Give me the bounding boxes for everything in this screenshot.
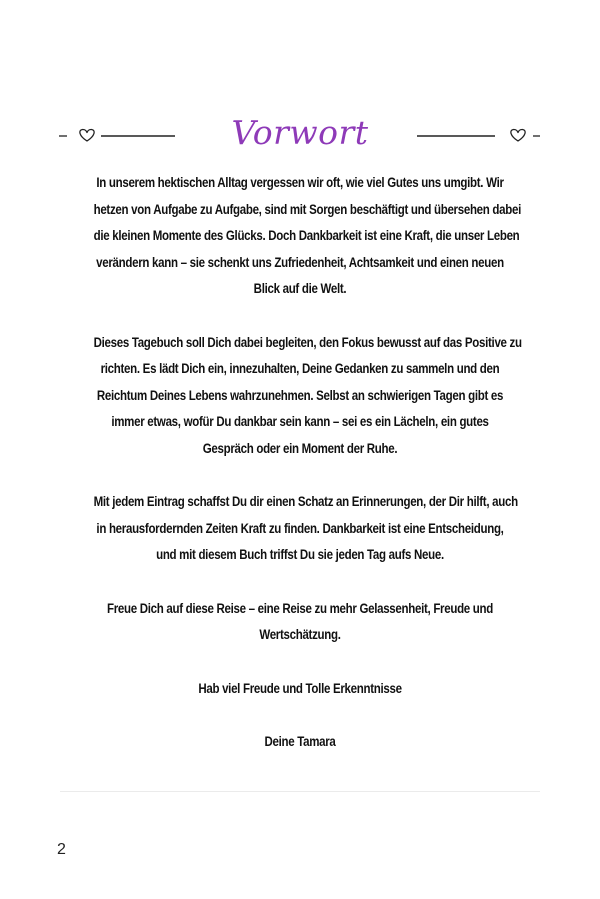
paragraph-line: Gespräch oder ein Moment der Ruhe. bbox=[202, 440, 398, 456]
paragraph-line: Blick auf die Welt. bbox=[253, 281, 347, 296]
paragraph-line: und mit diesem Buch triffst Du sie jeden Tag aufs Neue. bbox=[156, 547, 444, 562]
page-title: Vorwort bbox=[231, 113, 369, 152]
paragraph-line: Mit jedem Eintrag schaffst Du dir einen Schatz an Erinnerungen, der Dir hilft, auch bbox=[93, 494, 518, 509]
footer-divider bbox=[60, 791, 540, 792]
paragraph-line: in herausfordernden Zeiten Kraft zu finden. Dankbarkeit ist eine Entscheidung, bbox=[96, 520, 504, 536]
paragraph-line: richten. Es lädt Dich ein, innezuhalten, Deine Gedanken zu sammeln und den bbox=[100, 361, 500, 376]
paragraph-line: hetzen von Aufgabe zu Aufgabe, sind mit Sorgen beschäftigt und übersehen dabei bbox=[93, 201, 521, 217]
paragraph-line: verändern kann – sie schenkt uns Zufriedenheit, Achtsamkeit und einen neuen bbox=[96, 254, 504, 270]
foreword-paragraph bbox=[93, 330, 522, 463]
right-heart-ornament bbox=[417, 124, 542, 148]
foreword-paragraph bbox=[93, 170, 521, 303]
heart-icon bbox=[511, 129, 525, 141]
paragraph-line: Deine Tamara bbox=[264, 734, 336, 749]
foreword-paragraph bbox=[93, 489, 518, 569]
page-number: 2 bbox=[57, 841, 66, 858]
paragraph-line: Reichtum Deines Lebens wahrzunehmen. Selbst an schwierigen Tagen gibt es bbox=[96, 387, 504, 403]
foreword-paragraph bbox=[94, 676, 507, 703]
foreword-paragraph bbox=[94, 596, 507, 649]
chapter-header bbox=[0, 108, 600, 164]
paragraph-line: Hab viel Freude und Tolle Erkenntnisse bbox=[198, 680, 402, 696]
paragraph-line: Freue Dich auf diese Reise – eine Reise zu mehr Gelassenheit, Freude und bbox=[106, 600, 494, 616]
foreword-body bbox=[60, 170, 540, 783]
foreword-paragraph bbox=[94, 729, 507, 756]
paragraph-line: Dieses Tagebuch soll Dich dabei begleiten, den Fokus bewusst auf das Positive zu bbox=[93, 334, 522, 350]
paragraph-line: In unserem hektischen Alltag vergessen wir oft, wie viel Gutes uns umgibt. Wir bbox=[96, 175, 504, 190]
paragraph-line: die kleinen Momente des Glücks. Doch Dankbarkeit ist eine Kraft, die unser Leben bbox=[93, 228, 520, 243]
paragraph-line: Wertschätzung. bbox=[259, 627, 341, 642]
paragraph-line: immer etwas, wofür Du dankbar sein kann – sei es ein Lächeln, ein gutes bbox=[111, 414, 489, 429]
